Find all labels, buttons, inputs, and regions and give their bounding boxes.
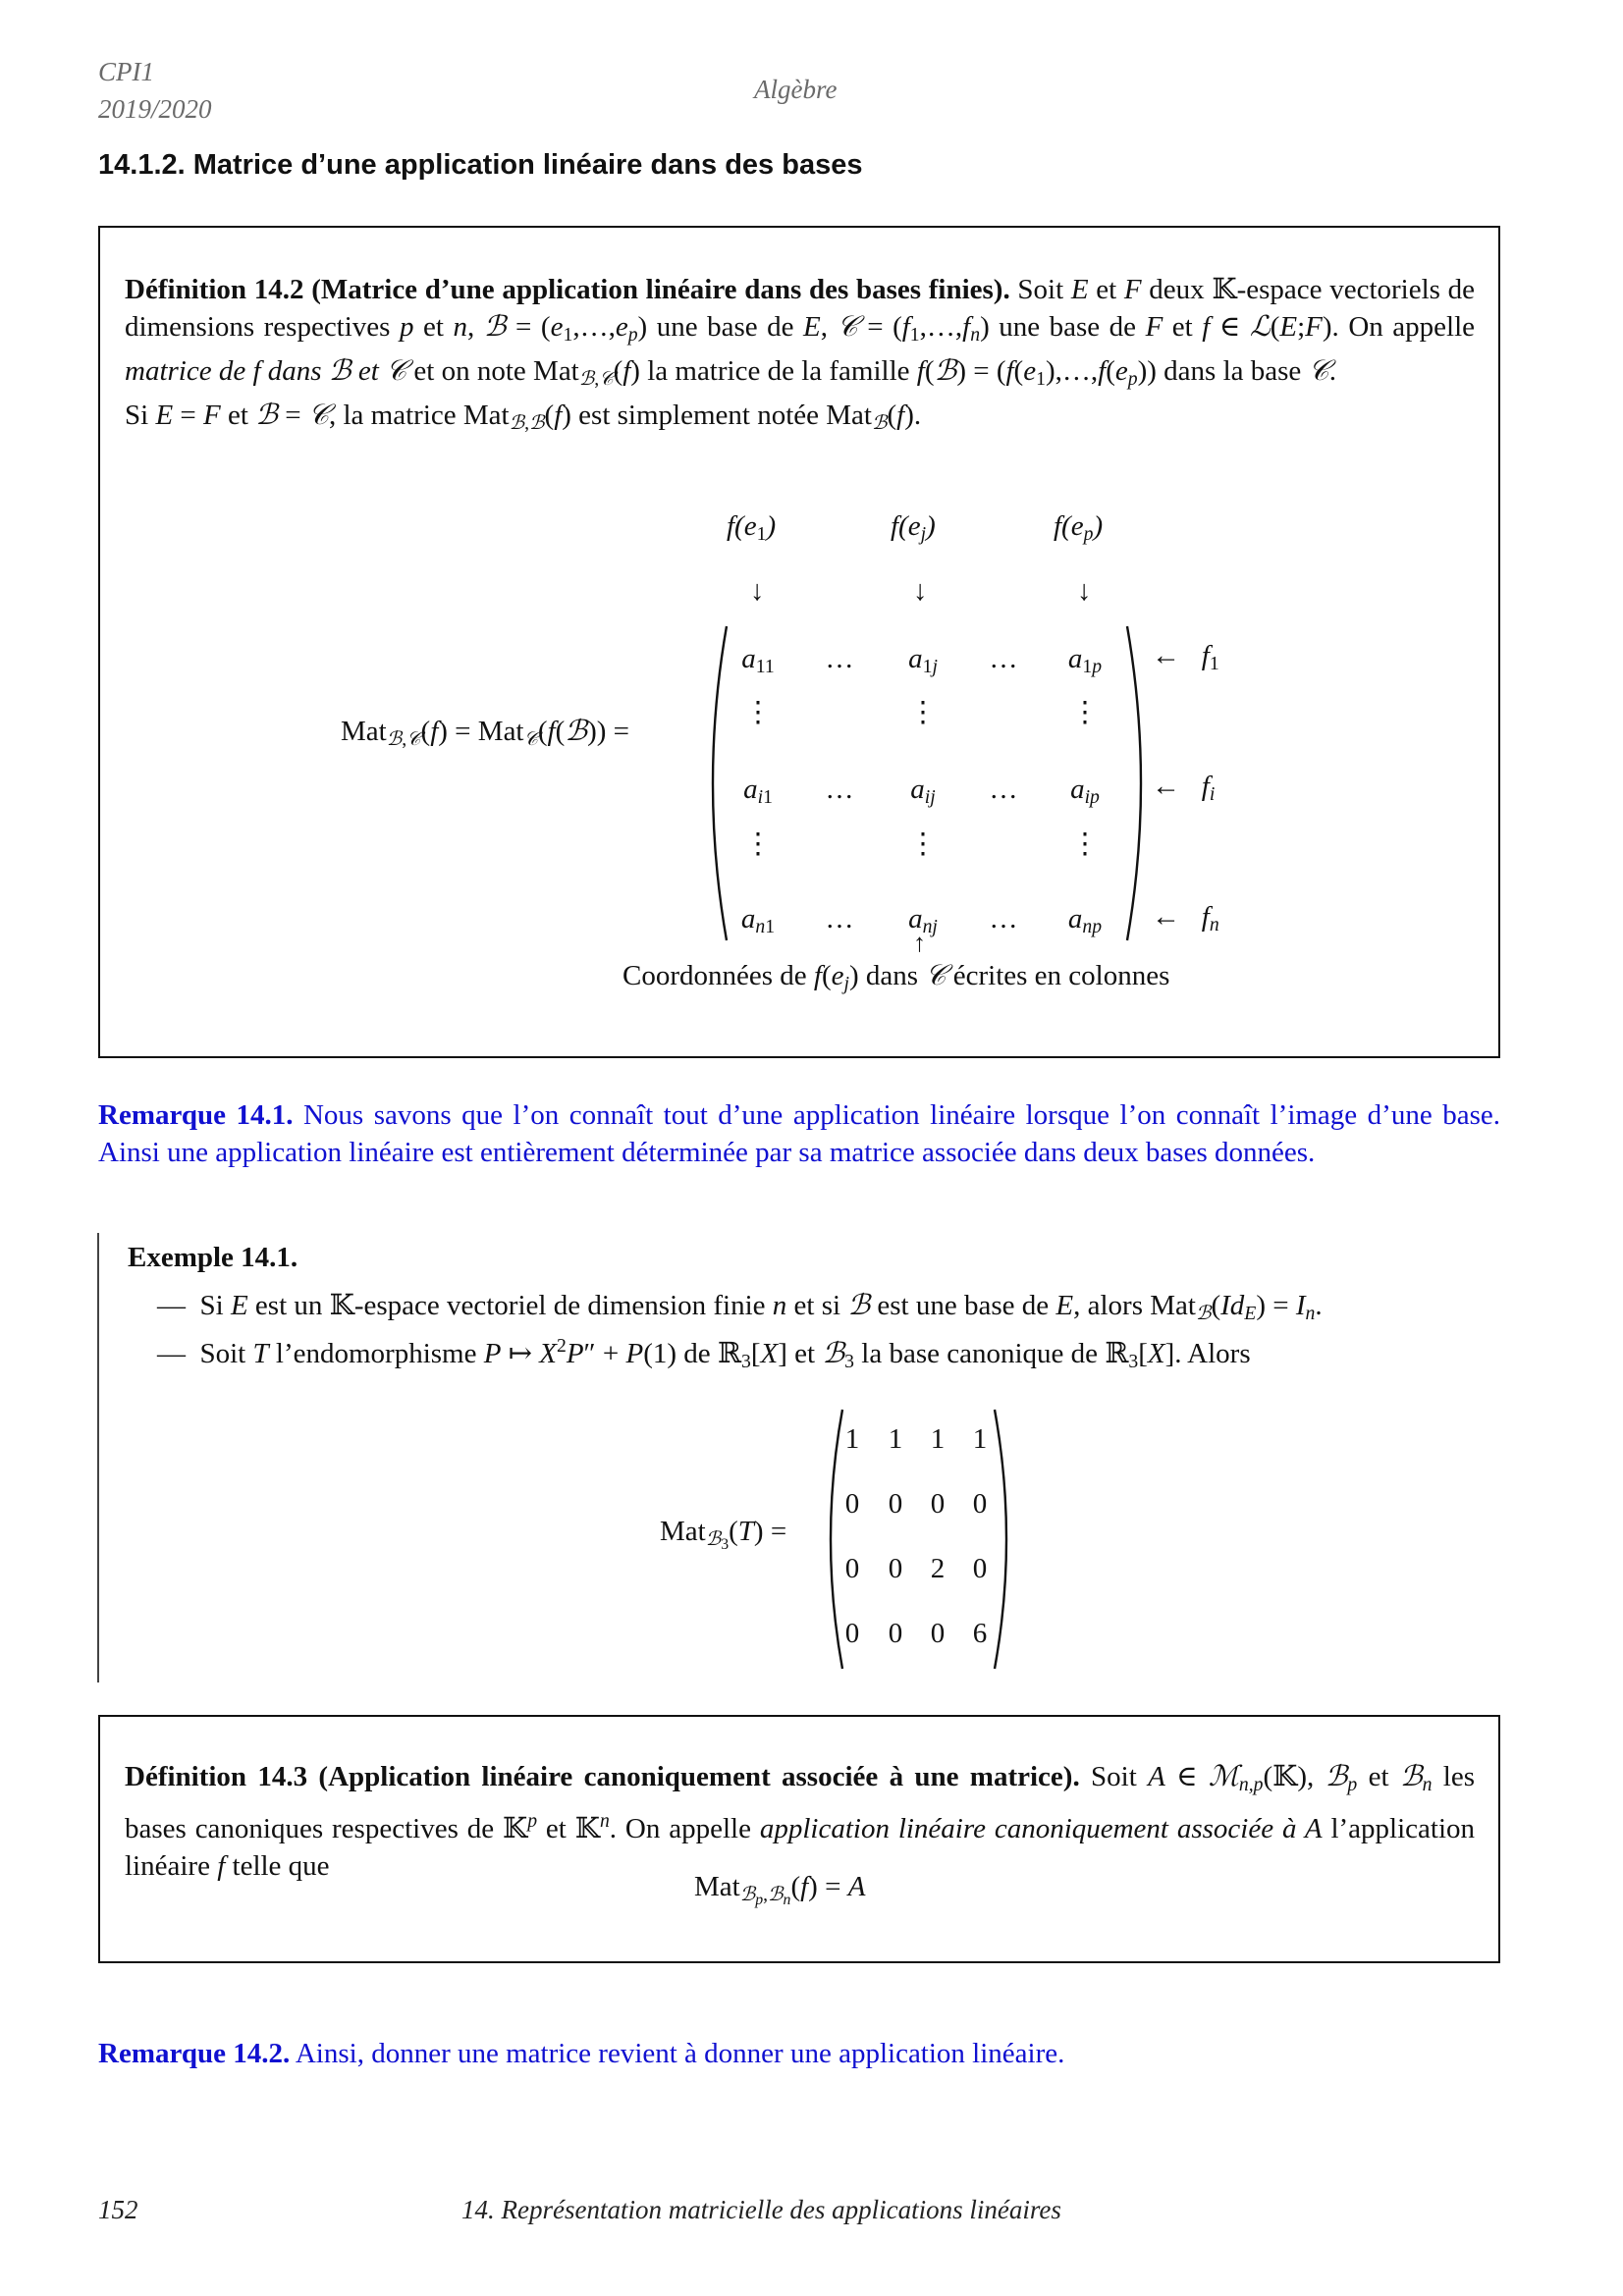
example-matrix-cell: 1 — [930, 1423, 946, 1455]
example-matrix-cell: 0 — [972, 1488, 988, 1520]
example-matrix-cell: 0 — [844, 1553, 860, 1584]
definition-14-2-text: Définition 14.2 (Matrice d’une application linéaire dans des bases finies). Soit E et F deux 𝕂-espace vectoriels de dimensions respectives p et n, ℬ = $(e_1,\dots,e_p)$ une base de E, 𝒞 = $(f_1,\dots,f_n)$ une base de F et f ∈ ℒ(E;F). On appelle matrice de f dans ℬ et 𝒞 et on note Mat$_{ℬ,𝒞}$(f) la matrice de la famille f(ℬ) = $(f(e_1),\dots,f(e_p))$ dans la base 𝒞. Si E = F et ℬ = 𝒞, la matrice Mat$_{ℬ,ℬ}$(f) est simplement notée Mat$_ℬ$(f). — [125, 274, 1476, 435]
example-14-1-label: Exemple 14.1. — [128, 1242, 298, 1273]
example-14-1-item-2: — Soit T l’endomorphisme P ↦ $X^2P'' + P(1)$ de ℝ$_3$[X] et ℬ$_3$ la base canonique de ℝ$_3$[X]. Alors — [157, 1335, 1251, 1372]
matrix-dots: … — [989, 643, 1018, 674]
remark-14-2-label: Remarque 14.2. — [98, 2038, 291, 2069]
matrix-caption: Coordonnées de $f(e_j)$ dans 𝒞 écrites en colonnes — [622, 960, 1170, 994]
matrix-cell: $a_{ip}$ — [1070, 774, 1100, 808]
example-matrix-cell: 0 — [888, 1488, 903, 1520]
header-subject: Algèbre — [754, 75, 838, 104]
down-arrow-1: ↓ — [750, 575, 765, 607]
example-matrix-cell: 0 — [844, 1618, 860, 1649]
definition-14-3-label: Définition 14.3 (Application linéaire canoniquement associée à une matrice). — [125, 1761, 1080, 1792]
matrix-vdots: ⋮ — [743, 697, 773, 728]
matrix-dots: … — [825, 643, 854, 674]
matrix-cell: $a_{nj}$ — [908, 903, 938, 937]
matrix-vdots: ⋮ — [1070, 697, 1100, 728]
definition-14-2-label: Définition 14.2 (Matrice d’une application linéaire dans des bases finies). — [125, 274, 1010, 305]
section-title: 14.1.2. Matrice d’une application linéaire dans des bases — [98, 149, 863, 181]
row-tag-1: ← $f_1$ — [1152, 640, 1219, 674]
example-matrix-cell: 6 — [972, 1618, 988, 1649]
big-matrix-right-paren — [1127, 626, 1141, 940]
matrix-cell: $a_{1p}$ — [1067, 643, 1103, 677]
header-course: CPI1 — [98, 57, 154, 86]
example-matrix-lhs: Mat$_{ℬ_3}$(T) = — [660, 1516, 787, 1553]
matrix-vdots: ⋮ — [1070, 828, 1100, 860]
matrix-cell: $a_{1j}$ — [908, 643, 938, 677]
matrix-cell: $a_{np}$ — [1067, 903, 1103, 937]
down-arrow-p: ↓ — [1077, 575, 1092, 607]
matrix-equation-lhs: Mat$_{ℬ,𝒞}$(f) = Mat$_𝒞$(f(ℬ)) = — [341, 716, 630, 750]
matrix-vdots: ⋮ — [743, 828, 773, 860]
remark-14-1-text: Nous savons que l’on connaît tout d’une application linéaire lorsque l’on connaît l’image d’une base. Ainsi une application linéaire est entièrement déterminée par sa matrice associée dans deux bases données. — [98, 1099, 1501, 1168]
example-matrix-cell: 0 — [972, 1553, 988, 1584]
example-14-1-item-1: — Si E est un 𝕂-espace vectoriel de dimension finie n et si ℬ est une base de E, alors $Mat_ℬ(Id_E) = I_n$. — [157, 1290, 1323, 1324]
row-tag-n: ← $f_n$ — [1152, 901, 1219, 935]
example-matrix-cell: 2 — [930, 1553, 946, 1584]
matrix-cell: $a_{n1}$ — [740, 903, 776, 937]
row-tag-i: ← $f_i$ — [1152, 771, 1216, 805]
big-matrix-left-paren — [713, 626, 727, 940]
matrix-vdots: ⋮ — [908, 828, 938, 860]
down-arrow-j: ↓ — [913, 575, 928, 607]
example-matrix-cell: 1 — [972, 1423, 988, 1455]
remark-14-2-text: Ainsi, donner une matrice revient à donner une application linéaire. — [295, 2038, 1065, 2069]
definition-14-3-formula: Mat$_{ℬ_p,ℬ_n}$(f) = A — [694, 1871, 866, 1908]
matrix-dots: … — [989, 903, 1018, 934]
remark-14-1-label: Remarque 14.1. — [98, 1099, 294, 1131]
column-head-j: $f(e_j)$ — [891, 510, 936, 545]
matrix-dots: … — [825, 903, 854, 934]
matrix-cell: $a_{i1}$ — [743, 774, 773, 808]
up-arrow: ↑ — [913, 929, 926, 957]
matrix-vdots: ⋮ — [908, 697, 938, 728]
example-matrix-cell: 1 — [888, 1423, 903, 1455]
header-year: 2019/2020 — [98, 94, 212, 124]
example-matrix-cell: 0 — [930, 1488, 946, 1520]
matrix-cell: $a_{ij}$ — [910, 774, 936, 808]
example-matrix-cell: 0 — [844, 1488, 860, 1520]
example-matrix-cell: 0 — [888, 1553, 903, 1584]
matrix-cell: $a_{11}$ — [741, 643, 775, 677]
example-matrix-cell: 0 — [888, 1618, 903, 1649]
example-matrix-left-paren — [831, 1410, 842, 1669]
matrix-dots: … — [825, 774, 854, 805]
definition-14-3-text: Définition 14.3 (Application linéaire canoniquement associée à une matrice). Soit A ∈ ℳ$_{n,p}$(𝕂), ℬ$_p$ et ℬ$_n$ les bases canoniques respectives de 𝕂$^p$ et 𝕂$^n$. On appelle application linéaire canoniquement associée à A l’application linéaire f telle que — [125, 1761, 1476, 1882]
footer-page-number: 152 — [98, 2195, 138, 2224]
matrix-dots: … — [989, 774, 1018, 805]
example-matrix-right-paren — [995, 1410, 1006, 1669]
column-head-p: $f(e_p)$ — [1054, 510, 1104, 545]
example-matrix-cell: 0 — [930, 1618, 946, 1649]
example-matrix-cell: 1 — [844, 1423, 860, 1455]
column-head-1: $f(e_1)$ — [727, 510, 777, 545]
footer-chapter-title: 14. Représentation matricielle des applications linéaires — [461, 2195, 1061, 2224]
